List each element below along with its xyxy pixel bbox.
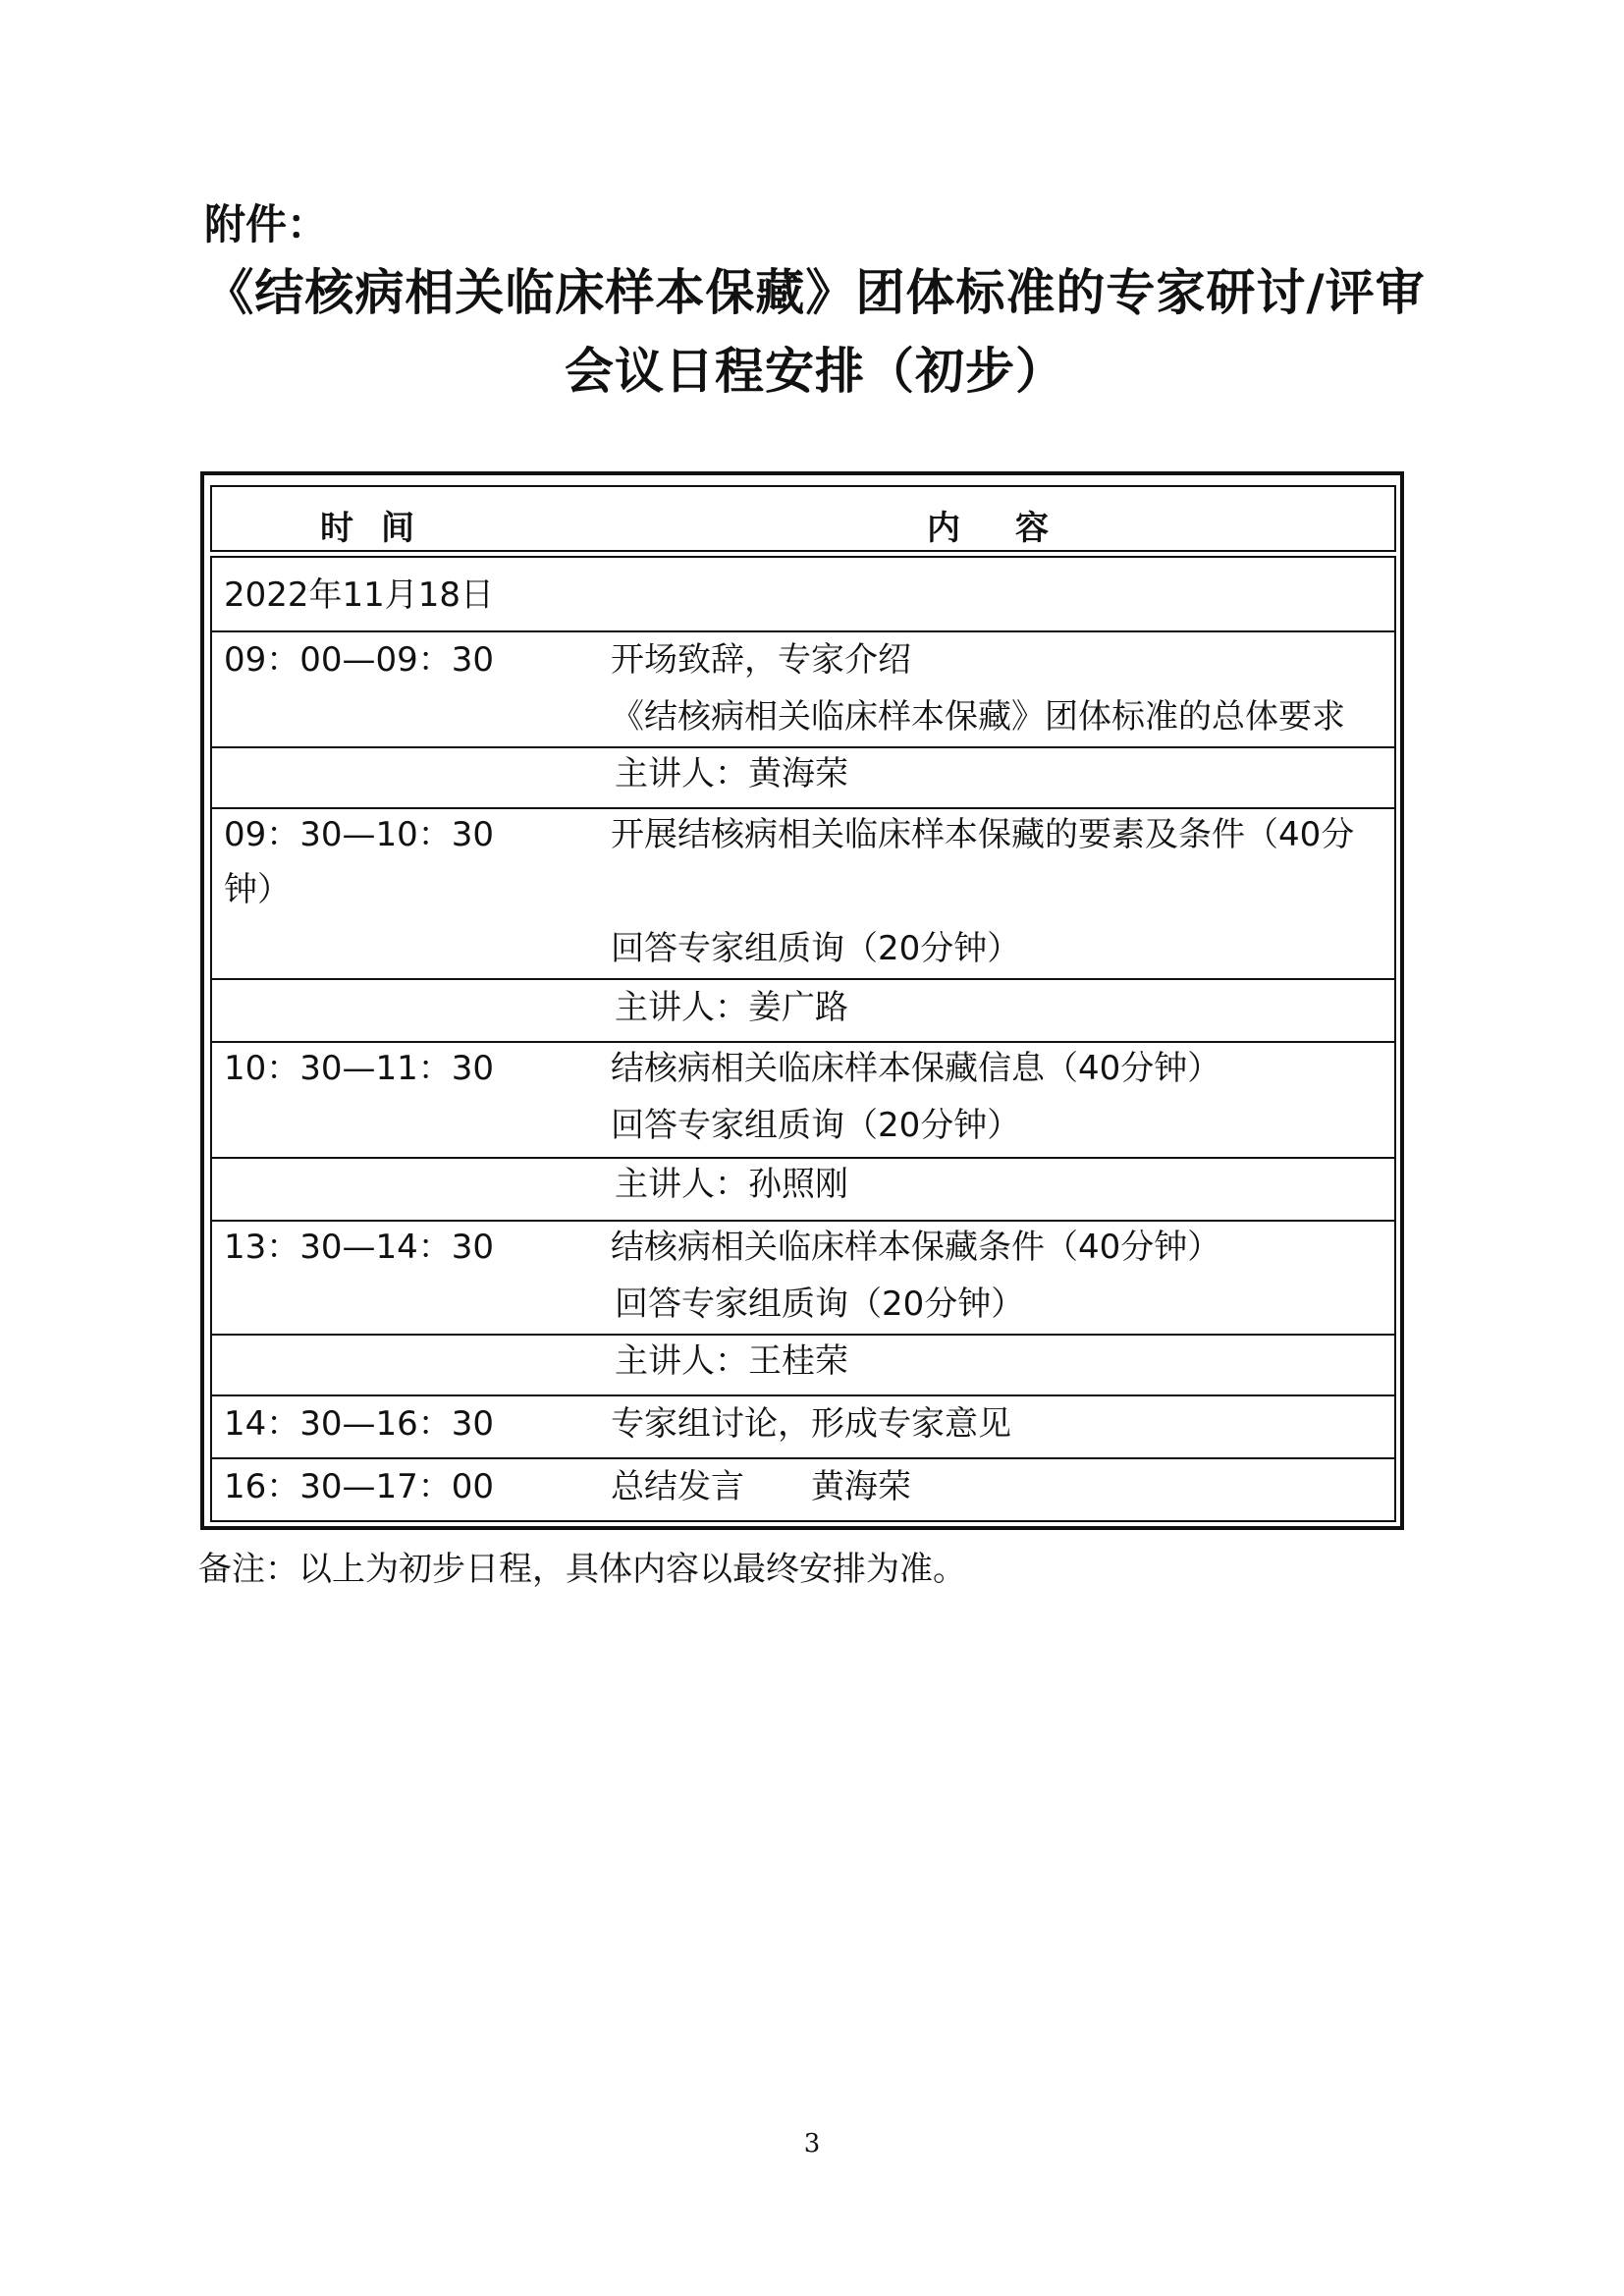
time-cell: 09：30—10：30	[224, 815, 495, 854]
header-time: 时间	[320, 509, 442, 548]
footnote: 备注：以上为初步日程，具体内容以最终安排为准。	[198, 1550, 966, 1589]
row-divider	[212, 630, 1394, 632]
page-number: 3	[803, 2129, 821, 2159]
content-cell: 回答专家组质询（20分钟）	[611, 1106, 1021, 1145]
speaker-cell: 主讲人：王桂荣	[615, 1341, 848, 1381]
attachment-label: 附件：	[204, 200, 329, 248]
speaker-cell: 主讲人：姜广路	[615, 988, 848, 1027]
content-cell: 结核病相关临床样本保藏条件（40分钟）	[611, 1228, 1221, 1267]
document-title-line2: 会议日程安排（初步）	[565, 343, 1065, 400]
row-divider	[212, 1334, 1394, 1336]
content-cell: 开场致辞，专家介绍	[611, 640, 911, 680]
schedule-table-body	[210, 556, 1396, 1522]
row-divider	[212, 1220, 1394, 1222]
speaker-cell: 主讲人：孙照刚	[615, 1165, 848, 1204]
time-cell-wrap: 钟）	[224, 870, 291, 909]
content-cell: 开展结核病相关临床样本保藏的要素及条件（40分	[611, 815, 1355, 854]
content-cell: 回答专家组质询（20分钟）	[611, 929, 1021, 968]
content-cell: 《结核病相关临床样本保藏》团体标准的总体要求	[611, 697, 1345, 737]
content-cell: 总结发言 黄海荣	[611, 1467, 911, 1506]
header-content: 内容	[927, 509, 1104, 548]
row-divider	[212, 978, 1394, 980]
table-header	[210, 485, 1396, 552]
speaker-cell: 主讲人：黄海荣	[615, 754, 848, 793]
time-cell: 10：30—11：30	[224, 1049, 495, 1088]
row-divider	[212, 807, 1394, 809]
row-divider	[212, 1457, 1394, 1459]
date-cell: 2022年11月18日	[224, 575, 495, 615]
content-cell: 结核病相关临床样本保藏信息（40分钟）	[611, 1049, 1221, 1088]
row-divider	[212, 1041, 1394, 1043]
time-cell: 09：00—09：30	[224, 640, 495, 680]
row-divider	[212, 746, 1394, 748]
time-cell: 16：30—17：00	[224, 1467, 495, 1506]
time-cell: 13：30—14：30	[224, 1228, 495, 1267]
content-cell: 回答专家组质询（20分钟）	[615, 1285, 1025, 1324]
row-divider	[212, 1157, 1394, 1159]
content-cell: 专家组讨论，形成专家意见	[611, 1404, 1011, 1444]
document-title-line1: 《结核病相关临床样本保藏》团体标准的专家研讨/评审	[204, 264, 1426, 321]
time-cell: 14：30—16：30	[224, 1404, 495, 1444]
row-divider	[212, 1394, 1394, 1396]
